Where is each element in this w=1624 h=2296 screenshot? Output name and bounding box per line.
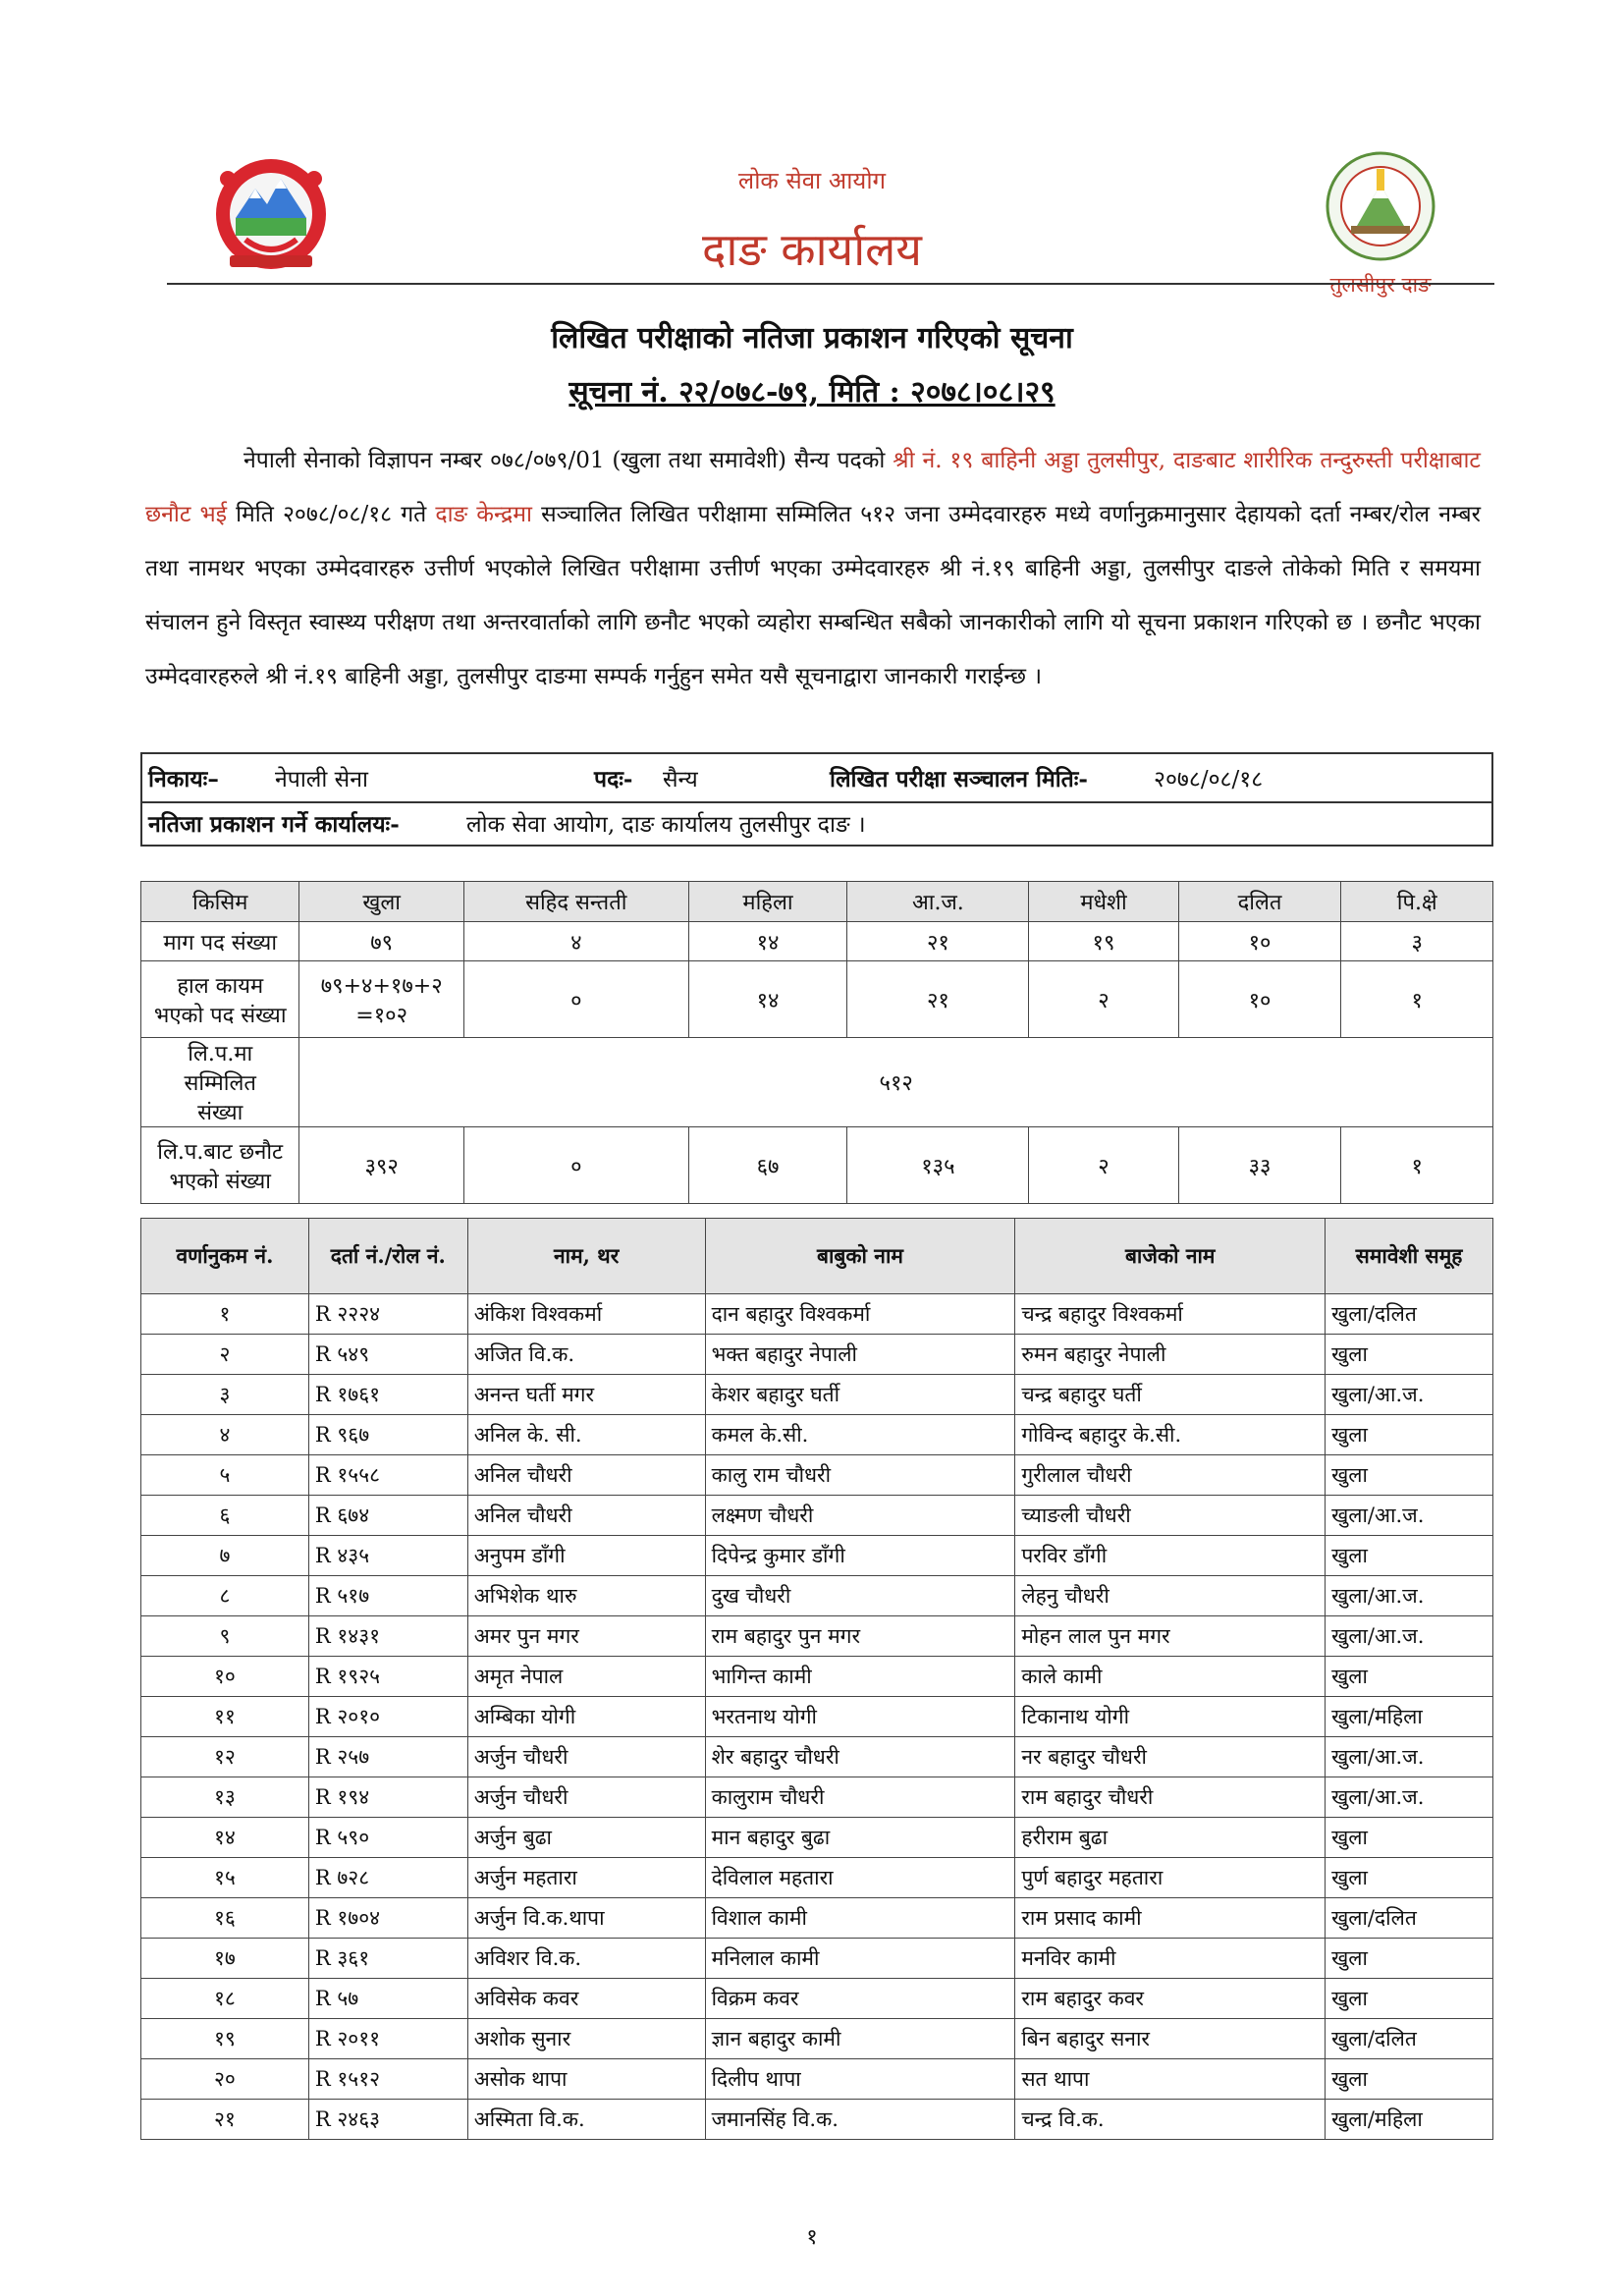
table-row (141, 2059, 1493, 2100)
table-cell: खुला/आ.ज. (1326, 1375, 1493, 1415)
table-cell: खुला (1326, 2059, 1493, 2100)
table-cell: मोहन लाल पुन मगर (1015, 1616, 1326, 1657)
table-cell: केशर बहादुर घर्ती (705, 1375, 1015, 1415)
summary-cell: १० (1178, 922, 1341, 961)
summary-label: माग पद संख्या (141, 922, 299, 961)
table-cell: R १९२५ (308, 1657, 467, 1697)
table-cell: R ५४९ (308, 1335, 467, 1375)
table-cell: काले कामी (1015, 1657, 1326, 1697)
publisher-value: लोक सेवा आयोग, दाङ कार्यालय तुलसीपुर दाङ । (466, 812, 866, 838)
summary-cell: ० (463, 1127, 688, 1204)
table-cell: २१ (141, 2100, 309, 2140)
table-cell: मनविर कामी (1015, 1939, 1326, 1979)
summary-header: खुला (299, 882, 464, 922)
table-cell: कालु राम चौधरी (705, 1455, 1015, 1496)
municipality-seal-icon (1318, 149, 1443, 265)
table-cell: अविशर वि.क. (467, 1939, 705, 1979)
table-cell: खुला/दलित (1326, 1898, 1493, 1939)
summary-cell: २१ (847, 922, 1029, 961)
table-row (141, 1818, 1493, 1858)
table-row (141, 1979, 1493, 2019)
table-row (141, 1375, 1493, 1415)
summary-cell: २ (1029, 961, 1178, 1038)
table-row (141, 1858, 1493, 1898)
summary-header-row (141, 882, 1493, 922)
post-label: पदः- (594, 766, 633, 793)
summary-header: मधेशी (1029, 882, 1178, 922)
table-cell: अमर पुन मगर (467, 1616, 705, 1657)
agency-value: नेपाली सेना (275, 767, 368, 793)
table-cell: १ (141, 1294, 309, 1335)
table-cell: जमानसिंह वि.क. (705, 2100, 1015, 2140)
notice-title: लिखित परीक्षाको नतिजा प्रकाशन गरिएको सूचना (551, 321, 1073, 355)
summary-cell: २ (1029, 1127, 1178, 1204)
table-cell: खुला/दलित (1326, 1294, 1493, 1335)
table-cell: चन्द्र बहादुर विश्वकर्मा (1015, 1294, 1326, 1335)
table-cell: १७ (141, 1939, 309, 1979)
summary-cell: ६७ (688, 1127, 847, 1204)
table-cell: खुला (1326, 1818, 1493, 1858)
org-name: लोक सेवा आयोग (737, 167, 887, 194)
summary-row (141, 961, 1493, 1038)
summary-merged-cell: ५१२ (299, 1038, 1493, 1127)
publisher-label: नतिजा प्रकाशन गर्ने कार्यालयः- (148, 811, 400, 838)
table-cell: R २०१० (308, 1697, 467, 1737)
table-cell: खुला (1326, 1657, 1493, 1697)
table-cell: R ४३५ (308, 1536, 467, 1576)
table-cell: मनिलाल कामी (705, 1939, 1015, 1979)
table-cell: R १९४ (308, 1777, 467, 1818)
table-cell: १४ (141, 1818, 309, 1858)
table-cell: गोविन्द बहादुर के.सी. (1015, 1415, 1326, 1455)
table-cell: R ६७४ (308, 1496, 467, 1536)
table-row (141, 1496, 1493, 1536)
table-cell: खुला (1326, 1415, 1493, 1455)
table-cell: राम बहादुर चौधरी (1015, 1777, 1326, 1818)
table-cell: २ (141, 1335, 309, 1375)
table-cell: असोक थापा (467, 2059, 705, 2100)
selected-candidates-table (140, 1218, 1493, 2140)
table-cell: अनिल चौधरी (467, 1496, 705, 1536)
table-cell: कमल के.सी. (705, 1415, 1015, 1455)
table-cell: ७ (141, 1536, 309, 1576)
table-cell: खुला (1326, 1335, 1493, 1375)
seat-summary-table (140, 881, 1493, 1204)
table-row (141, 1455, 1493, 1496)
body-highlight-2: दाङ केन्द्रमा (435, 502, 532, 527)
table-cell: खुला/दलित (1326, 2019, 1493, 2059)
table-cell: खुला (1326, 1939, 1493, 1979)
list-header: वर्णानुकम नं. (141, 1219, 309, 1294)
list-header-row (141, 1219, 1493, 1294)
body-part-1: नेपाली सेनाको विज्ञापन नम्बर ०७८/०७९/01 (खुला तथा समावेशी) सैन्य पदको (244, 448, 893, 473)
table-cell: खुला/आ.ज. (1326, 1616, 1493, 1657)
table-cell: लेहनु चौधरी (1015, 1576, 1326, 1616)
table-cell: सत थापा (1015, 2059, 1326, 2100)
header-divider (167, 283, 1494, 285)
table-cell: ११ (141, 1697, 309, 1737)
summary-header: पि.क्षे (1341, 882, 1493, 922)
table-cell: R २५७ (308, 1737, 467, 1777)
table-cell: दिलीप थापा (705, 2059, 1015, 2100)
list-header: बाजेको नाम (1015, 1219, 1326, 1294)
table-row (141, 1616, 1493, 1657)
summary-row (141, 1127, 1493, 1204)
table-row (141, 1939, 1493, 1979)
table-cell: खुला/आ.ज. (1326, 1777, 1493, 1818)
summary-header: दलित (1178, 882, 1341, 922)
summary-cell: १ (1341, 961, 1493, 1038)
table-cell: १९ (141, 2019, 309, 2059)
table-cell: R १७०४ (308, 1898, 467, 1939)
body-part-2: मिति २०७८/०८/१८ गते (227, 502, 436, 527)
table-cell: खुला (1326, 1455, 1493, 1496)
table-row (141, 1335, 1493, 1375)
table-cell: देविलाल महतारा (705, 1858, 1015, 1898)
table-cell: भागिन्त कामी (705, 1657, 1015, 1697)
summary-cell: १४ (688, 922, 847, 961)
page-number: १ (806, 2225, 818, 2250)
table-cell: R १७६१ (308, 1375, 467, 1415)
table-cell: रुमन बहादुर नेपाली (1015, 1335, 1326, 1375)
list-header: नाम, थर (467, 1219, 705, 1294)
table-row (141, 1657, 1493, 1697)
table-cell: खुला/आ.ज. (1326, 1496, 1493, 1536)
table-cell: R १५१२ (308, 2059, 467, 2100)
list-header: दर्ता नं./रोल नं. (308, 1219, 467, 1294)
table-row (141, 2019, 1493, 2059)
summary-row (141, 922, 1493, 961)
table-cell: अशोक सुनार (467, 2019, 705, 2059)
info-row-1 (142, 754, 1491, 803)
summary-cell: ७९ (299, 922, 464, 961)
table-cell: राम प्रसाद कामी (1015, 1898, 1326, 1939)
table-row (141, 2100, 1493, 2140)
info-row-2 (142, 801, 1491, 847)
table-cell: अनन्त घर्ती मगर (467, 1375, 705, 1415)
table-cell: राम बहादुर पुन मगर (705, 1616, 1015, 1657)
table-cell: ३ (141, 1375, 309, 1415)
table-cell: खुला (1326, 1979, 1493, 2019)
table-cell: टिकानाथ योगी (1015, 1697, 1326, 1737)
exam-info-box (140, 752, 1493, 847)
table-cell: खुला/आ.ज. (1326, 1576, 1493, 1616)
summary-header: सहिद सन्तती (463, 882, 688, 922)
body-part-3: सञ्चालित लिखित परीक्षामा सम्मिलित ५१२ जना उम्मेदवारहरु मध्ये वर्णानुक्रमानुसार देहायको दर्ता नम्बर/रोल नम्बर तथा नामथर भएका उम्मेदवारहरु उत्तीर्ण भएकोले लिखित परीक्षामा उत्तीर्ण भएका उम्मेदवारहरु श्री नं.१९ बाहिनी अड्डा, तुलसीपुर दाङले तोकेको मिति र समयमा संचालन हुने विस्तृत स्वास्थ्य परीक्षण तथा अन्तरवार्ताको लागि छनौट भएको व्यहोरा सम्बन्धित सबैको जानकारीको लागि यो सूचना प्रकाशन गरिएको छ । छनौट भएका उम्मेदवारहरुले श्री नं.१९ बाहिनी अड्डा, तुलसीपुर दाङमा सम्पर्क गर्नुहुन समेत यसै सूचनाद्वारा जानकारी गराईन्छ । (145, 502, 1481, 689)
summary-cell: ३ (1341, 922, 1493, 961)
table-cell: १६ (141, 1898, 309, 1939)
exam-date-value: २०७८/०८/१८ (1154, 767, 1264, 793)
table-cell: अर्जुन चौधरी (467, 1737, 705, 1777)
table-cell: अभिशेक थारु (467, 1576, 705, 1616)
table-row (141, 1737, 1493, 1777)
agency-label: निकायः– (148, 766, 219, 793)
table-cell: चन्द्र वि.क. (1015, 2100, 1326, 2140)
table-row (141, 1415, 1493, 1455)
table-cell: भरतनाथ योगी (705, 1697, 1015, 1737)
table-cell: १२ (141, 1737, 309, 1777)
table-cell: १० (141, 1657, 309, 1697)
table-cell: ४ (141, 1415, 309, 1455)
table-row (141, 1697, 1493, 1737)
table-row (141, 1898, 1493, 1939)
summary-cell: ३९२ (299, 1127, 464, 1204)
list-header: बाबुको नाम (705, 1219, 1015, 1294)
table-cell: विशाल कामी (705, 1898, 1015, 1939)
table-cell: अर्जुन वि.क.थापा (467, 1898, 705, 1939)
table-cell: R २२२४ (308, 1294, 467, 1335)
table-cell: लक्ष्मण चौधरी (705, 1496, 1015, 1536)
table-cell: अर्जुन महतारा (467, 1858, 705, 1898)
table-cell: अंकिश विश्वकर्मा (467, 1294, 705, 1335)
table-row (141, 1294, 1493, 1335)
notice-number-text: सूचना नं. २२/०७८-७९, मिति : २०७८।०८।२९ (568, 375, 1056, 410)
table-cell: खुला/महिला (1326, 1697, 1493, 1737)
table-cell: २० (141, 2059, 309, 2100)
office-name: दाङ कार्यालय (702, 223, 922, 276)
summary-cell: २१ (847, 961, 1029, 1038)
table-cell: ८ (141, 1576, 309, 1616)
summary-cell: ३३ (1178, 1127, 1341, 1204)
summary-header: किसिम (141, 882, 299, 922)
table-cell: अनिल चौधरी (467, 1455, 705, 1496)
list-header: समावेशी समूह (1326, 1219, 1493, 1294)
table-row (141, 1576, 1493, 1616)
table-cell: विक्रम कवर (705, 1979, 1015, 2019)
table-cell: अनुपम डाँगी (467, 1536, 705, 1576)
summary-header: महिला (688, 882, 847, 922)
table-cell: R १५५८ (308, 1455, 467, 1496)
table-cell: परविर डाँगी (1015, 1536, 1326, 1576)
summary-cell: ० (463, 961, 688, 1038)
table-row (141, 1536, 1493, 1576)
summary-label: लि.प.बाट छनौट भएको संख्या (141, 1127, 299, 1204)
table-cell: दिपेन्द्र कुमार डाँगी (705, 1536, 1015, 1576)
table-cell: अनिल के. सी. (467, 1415, 705, 1455)
table-cell: १८ (141, 1979, 309, 2019)
table-cell: भक्त बहादुर नेपाली (705, 1335, 1015, 1375)
table-cell: R १४३१ (308, 1616, 467, 1657)
table-cell: पुर्ण बहादुर महतारा (1015, 1858, 1326, 1898)
table-cell: खुला (1326, 1858, 1493, 1898)
table-cell: अजित वि.क. (467, 1335, 705, 1375)
summary-header: आ.ज. (847, 882, 1029, 922)
table-cell: च्याङली चौधरी (1015, 1496, 1326, 1536)
summary-cell: ७९+४+१७+२ =१०२ (299, 961, 464, 1038)
body-highlight-1: श्री नं. १९ बाहिनी अड्डा तुलसीपुर, दाङबाट शारीरिक तन्दुरुस्ती परीक्षाबाट छनौट भई (145, 448, 1481, 527)
summary-cell: १४ (688, 961, 847, 1038)
table-cell: R ५१७ (308, 1576, 467, 1616)
table-cell: नर बहादुर चौधरी (1015, 1737, 1326, 1777)
table-cell: खुला/आ.ज. (1326, 1737, 1493, 1777)
table-cell: मान बहादुर बुढा (705, 1818, 1015, 1858)
municipality-caption: तुलसीपुर दाङ (1329, 273, 1432, 297)
exam-date-label: लिखित परीक्षा सञ्चालन मितिः- (830, 766, 1088, 793)
summary-row (141, 1038, 1493, 1127)
table-cell: दान बहादुर विश्वकर्मा (705, 1294, 1015, 1335)
table-cell: अर्जुन बुढा (467, 1818, 705, 1858)
summary-cell: १९ (1029, 922, 1178, 961)
table-cell: अस्मिता वि.क. (467, 2100, 705, 2140)
table-cell: चन्द्र बहादुर घर्ती (1015, 1375, 1326, 1415)
table-cell: R ७२८ (308, 1858, 467, 1898)
summary-label: हाल कायम भएको पद संख्या (141, 961, 299, 1038)
table-cell: ५ (141, 1455, 309, 1496)
table-cell: ज्ञान बहादुर कामी (705, 2019, 1015, 2059)
table-cell: १३ (141, 1777, 309, 1818)
table-cell: अमृत नेपाल (467, 1657, 705, 1697)
table-cell: अम्बिका योगी (467, 1697, 705, 1737)
table-cell: खुला/महिला (1326, 2100, 1493, 2140)
summary-cell: ४ (463, 922, 688, 961)
table-cell: शेर बहादुर चौधरी (705, 1737, 1015, 1777)
table-cell: R ५९० (308, 1818, 467, 1858)
table-cell: R ९६७ (308, 1415, 467, 1455)
table-cell: अविसेक कवर (467, 1979, 705, 2019)
table-cell: R ५७ (308, 1979, 467, 2019)
post-value: सैन्य (663, 767, 698, 793)
table-cell: हरीराम बुढा (1015, 1818, 1326, 1858)
summary-cell: १३५ (847, 1127, 1029, 1204)
summary-cell: १० (1178, 961, 1341, 1038)
table-cell: दुख चौधरी (705, 1576, 1015, 1616)
table-cell: बिन बहादुर सनार (1015, 2019, 1326, 2059)
table-cell: ६ (141, 1496, 309, 1536)
summary-label: लि.प.मा सम्मिलित संख्या (141, 1038, 299, 1127)
table-cell: राम बहादुर कवर (1015, 1979, 1326, 2019)
list-body (141, 1294, 1493, 2140)
table-cell: R २४६३ (308, 2100, 467, 2140)
table-cell: ९ (141, 1616, 309, 1657)
table-cell: R ३६१ (308, 1939, 467, 1979)
table-row (141, 1777, 1493, 1818)
table-cell: खुला (1326, 1536, 1493, 1576)
notice-number (0, 370, 1624, 410)
table-cell: R २०११ (308, 2019, 467, 2059)
municipality-logo (1318, 149, 1443, 297)
notice-body (145, 434, 1481, 704)
table-cell: कालुराम चौधरी (705, 1777, 1015, 1818)
summary-cell: १ (1341, 1127, 1493, 1204)
table-cell: १५ (141, 1858, 309, 1898)
table-cell: अर्जुन चौधरी (467, 1777, 705, 1818)
table-cell: गुरीलाल चौधरी (1015, 1455, 1326, 1496)
